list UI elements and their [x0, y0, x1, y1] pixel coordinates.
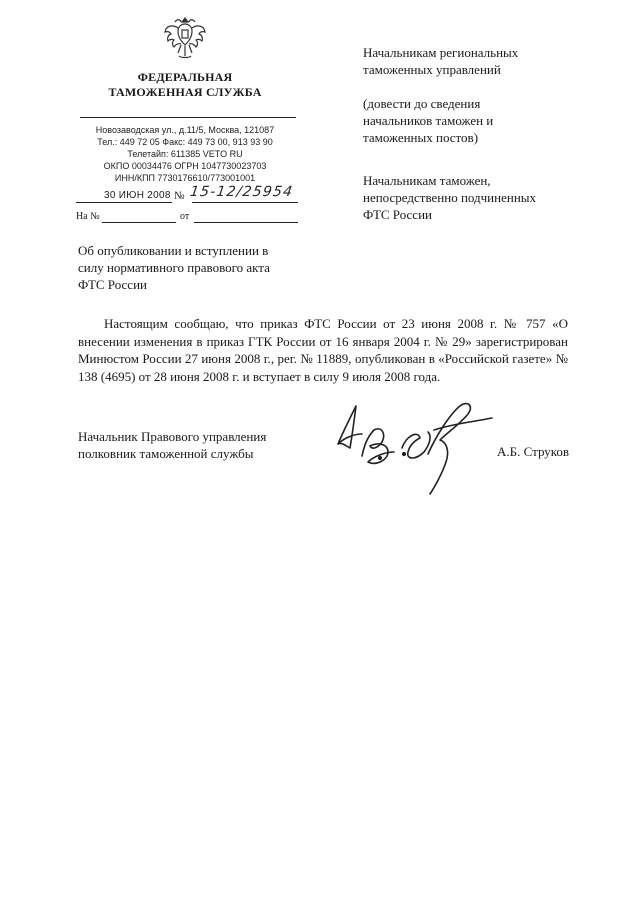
org-name-line1: ФЕДЕРАЛЬНАЯ	[137, 70, 233, 84]
subject-line: ФТС России	[78, 277, 147, 292]
registration-number-handwritten: 15-12/25954	[188, 184, 295, 200]
reply-to-label: На №	[76, 211, 100, 222]
header-divider	[80, 117, 296, 118]
recipient-note	[363, 95, 593, 146]
reply-to-line	[76, 211, 298, 227]
letter-body	[78, 315, 568, 385]
okpo-ogrn-line: ОКПО 00034476 ОГРН 1047730023703	[103, 161, 267, 171]
subject-line: силу нормативного правового акта	[78, 260, 270, 275]
org-name-line2: ТАМОЖЕННАЯ СЛУЖБА	[108, 85, 262, 99]
reply-number-underline	[102, 222, 176, 223]
signatory-name: А.Б. Струков	[497, 444, 570, 459]
inn-kpp-line: ИНН/КПП 7730176610/773001001	[114, 173, 256, 183]
recipient-line: ФТС России	[363, 207, 432, 222]
recipient-regional-administrations	[363, 44, 593, 78]
registration-line	[76, 184, 298, 208]
coat-of-arms-emblem	[163, 14, 207, 64]
signatory-position	[78, 428, 266, 462]
reply-date-underline	[194, 222, 298, 223]
address-line: Новозаводская ул., д.11/5, Москва, 121087	[95, 125, 275, 135]
recipient-line: таможенных постов)	[363, 130, 479, 145]
from-label: от	[180, 211, 190, 222]
registration-date: 30 ИЮН 2008	[104, 190, 171, 201]
handwritten-signature	[332, 396, 497, 496]
phone-fax-line: Тел.: 449 72 05 Факс: 449 73 00, 913 93 90	[97, 137, 273, 147]
number-underline	[192, 202, 298, 203]
number-label: №	[174, 190, 185, 202]
recipient-line: начальников таможен и	[363, 113, 494, 128]
signatory-position-line2: полковник таможенной службы	[78, 446, 254, 461]
date-underline	[76, 202, 172, 203]
body-paragraph: Настоящим сообщаю, что приказ ФТС России от 23 июня 2008 г. № 757 «О внесении изменения в приказ ГТК России от 16 января 2004 г. № 29» зарегистрирован Минюстом России 27 июня 2008 г., рег. № 11889, опубликован в «Российской газете» № 138 (4695) от 28 июня 2008 г. и вступает в силу 9 июля 2008 года.	[78, 316, 568, 384]
teletype-line: Телетайп: 611385 VETO RU	[127, 149, 243, 159]
recipient-line: таможенных управлений	[363, 62, 501, 77]
recipient-line: Начальникам региональных	[363, 45, 519, 60]
recipient-line: Начальникам таможен,	[363, 173, 491, 188]
recipient-customs-heads	[363, 172, 593, 223]
letter-subject	[78, 242, 308, 293]
recipient-line: непосредственно подчиненных	[363, 190, 537, 205]
recipient-line: (довести до сведения	[363, 96, 481, 111]
signatory-position-line1: Начальник Правового управления	[78, 429, 267, 444]
subject-line: Об опубликовании и вступлении в	[78, 243, 269, 258]
